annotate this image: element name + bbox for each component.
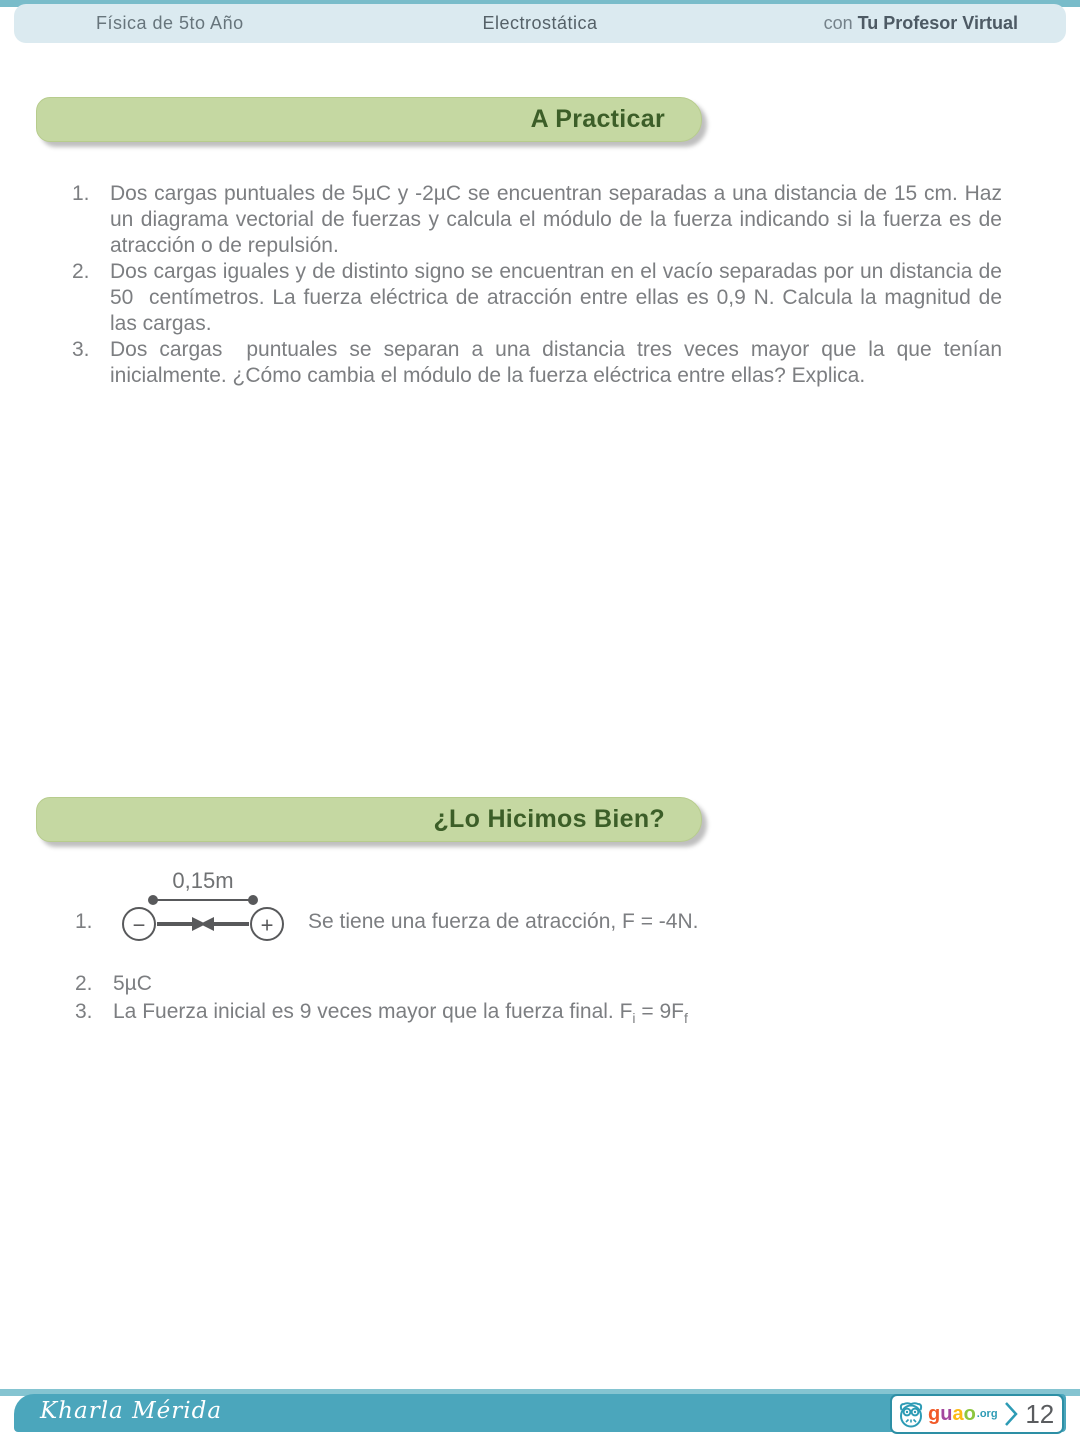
header-course: Física de 5to Año — [96, 13, 244, 33]
list-item — [72, 259, 1002, 337]
distance-label: 0,15m — [172, 868, 234, 893]
answer-number: 1. — [75, 910, 93, 933]
answers-banner — [36, 797, 702, 842]
answer3-pre: La Fuerza inicial es 9 veces mayor que la fuerza final. F — [113, 1000, 633, 1023]
distance-dot-right — [248, 895, 258, 905]
charges-diagram — [108, 862, 318, 947]
answer3-sub-f: f — [684, 1010, 688, 1027]
practice-banner-title: A Practicar — [530, 105, 665, 133]
distance-dot-left — [148, 895, 158, 905]
positive-sign: + — [260, 912, 274, 938]
item-text: Dos cargas puntuales se separan a una distancia tres veces mayor que la que tenían inicialmente. ¿Cómo cambia el módulo de la fuerza eléctrica entre ellas? Explica. — [110, 338, 1002, 387]
practice-banner — [36, 97, 702, 142]
owl-icon — [897, 1400, 925, 1428]
header-brand-con: con — [823, 13, 858, 33]
guao-wordmark — [928, 1403, 976, 1426]
list-item — [72, 337, 1002, 389]
answers-banner-title: ¿Lo Hicimos Bien? — [433, 805, 665, 833]
guao-logo-box — [890, 1394, 1064, 1434]
header-topic: Electrostática — [482, 13, 598, 33]
item-text: Dos cargas puntuales de 5µC y -2µC se encuentran separadas a una distancia de 15 cm. Haz un diagrama vectorial de fuerzas y calcula el módulo de la fuerza indicando si la fuerza es de atracción o de repulsión. — [110, 182, 1002, 257]
negative-sign: − — [132, 912, 146, 938]
answer3-mid: = 9F — [635, 1000, 684, 1023]
answer-row — [75, 970, 975, 998]
answer-text — [113, 998, 975, 1032]
answer-row — [75, 998, 975, 1032]
answer-number: 2. — [75, 972, 93, 995]
item-number: 1. — [72, 182, 90, 205]
header-bar — [14, 4, 1066, 43]
guao-letter-g: g — [928, 1402, 941, 1425]
guao-letter-a: a — [952, 1402, 964, 1425]
guao-org-suffix: .org — [976, 1408, 998, 1420]
answer-text: 5µC — [113, 972, 152, 995]
answer-number: 3. — [75, 1000, 93, 1023]
chevron-right-icon — [1004, 1401, 1018, 1427]
item-number: 2. — [72, 260, 90, 283]
item-number: 3. — [72, 338, 90, 361]
guao-letter-u: u — [940, 1402, 953, 1425]
page-number: 12 — [1025, 1398, 1055, 1429]
answer-text: Se tiene una fuerza de atracción, F = -4N. — [308, 910, 699, 933]
force-arrowhead-left — [200, 917, 214, 931]
header-brand — [824, 13, 1018, 34]
answers-list — [75, 970, 975, 1032]
item-text: Dos cargas iguales y de distinto signo se encuentran en el vacío separadas por un distancia de 50 centímetros. La fuerza eléctrica de atracción entre ellas es 0,9 N. Calcula la magnitud de las cargas. — [110, 260, 1002, 335]
answer3-sub-i: i — [632, 1010, 636, 1027]
footer-author: Kharla Mérida — [40, 1398, 223, 1424]
list-item — [72, 181, 1002, 259]
header-brand-name: Tu Profesor Virtual — [857, 13, 1018, 33]
guao-letter-o: o — [963, 1402, 976, 1425]
practice-list — [72, 181, 1002, 389]
